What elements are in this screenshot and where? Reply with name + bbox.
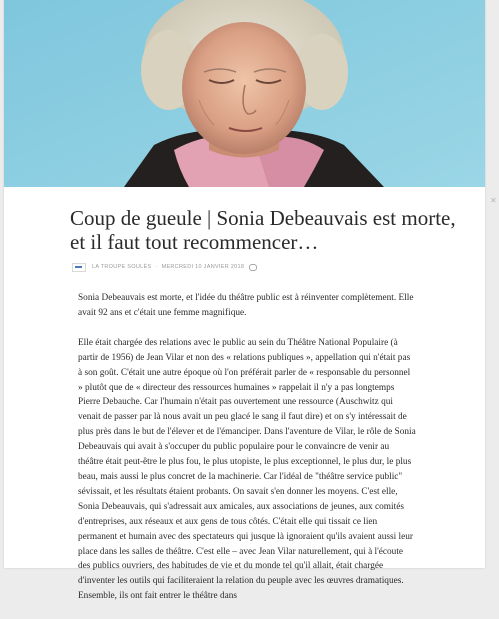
comment-icon[interactable] bbox=[249, 264, 257, 271]
article-meta bbox=[72, 262, 257, 272]
hero-image bbox=[4, 0, 485, 187]
close-icon[interactable]: ✕ bbox=[490, 196, 497, 205]
article-title: Coup de gueule | Sonia Debeauvais est morte, et il faut tout recommencer… bbox=[70, 206, 456, 254]
portrait-photo bbox=[4, 0, 485, 187]
article-card bbox=[4, 0, 485, 602]
troupe-logo[interactable] bbox=[72, 263, 86, 272]
meta-separator: · bbox=[155, 264, 158, 270]
article-body bbox=[78, 291, 416, 619]
paragraph: Elle était chargée des relations avec le public au sein du Théâtre National Populaire (à partir de 1956) de Jean Vilar et non des « relations publiques », appellation qui n'était pas à son goût. C'était une autre époque où l'on préférait parler de « responsable du personnel » plutôt que de « directeur des ressources humaines » rappelait il n'y a pas longtemps Pierre Debauche. Car l'humain n'était pas ouvertement une ressource (Auschwitz qui venait de passer par là nous avait un peu glacé le sang il faut dire) et on s'y intéressait de plus près dans le but de l'élever et de l'émanciper. Dans l'aventure de Vilar, le rôle de Sonia Debeauvais qui avait à s'occuper du public populaire pour le convaincre de venir au théâtre était peut-être le plus fou, le plus utopiste, le plus exceptionnel, le plus dur, le plus beau, mais aussi le plus concret de la machinerie. Car l'idéal de "théâtre service public" sévissait, et les résultats étaient probants. On savait s'en donner les moyens. C'est elle, Sonia Debeauvais, qui s'adressait aux amicales, aux associations de jeunes, aux comités d'entreprises, aux réseaux et aux gens de tous côtés. C'était elle qui tissait ce lien permanent et humain avec des spectateurs qui jusque là ignoraient qu'ils avaient aussi leur place dans les salles de théâtre. C'est elle – avec Jean Vilar naturellement, qui à l'écoute des publics ouvriers, des habitudes de vie et du monde tel qu'il allait, était chargée d'inventer les outils qui faciliteraient la relation du peuple avec les œuvres dramatiques. Ensemble, ils ont fait entrer le théâtre dans bbox=[78, 337, 416, 602]
paragraph: Sonia Debeauvais est morte, et l'idée du théâtre public est à réinventer complètement. Elle avait 92 ans et c'était une femme magnifique. bbox=[78, 293, 414, 318]
author-name[interactable]: LA TROUPE SOULÈS bbox=[92, 264, 152, 270]
publish-date: MERCREDI 10 JANVIER 2018 bbox=[161, 264, 245, 270]
